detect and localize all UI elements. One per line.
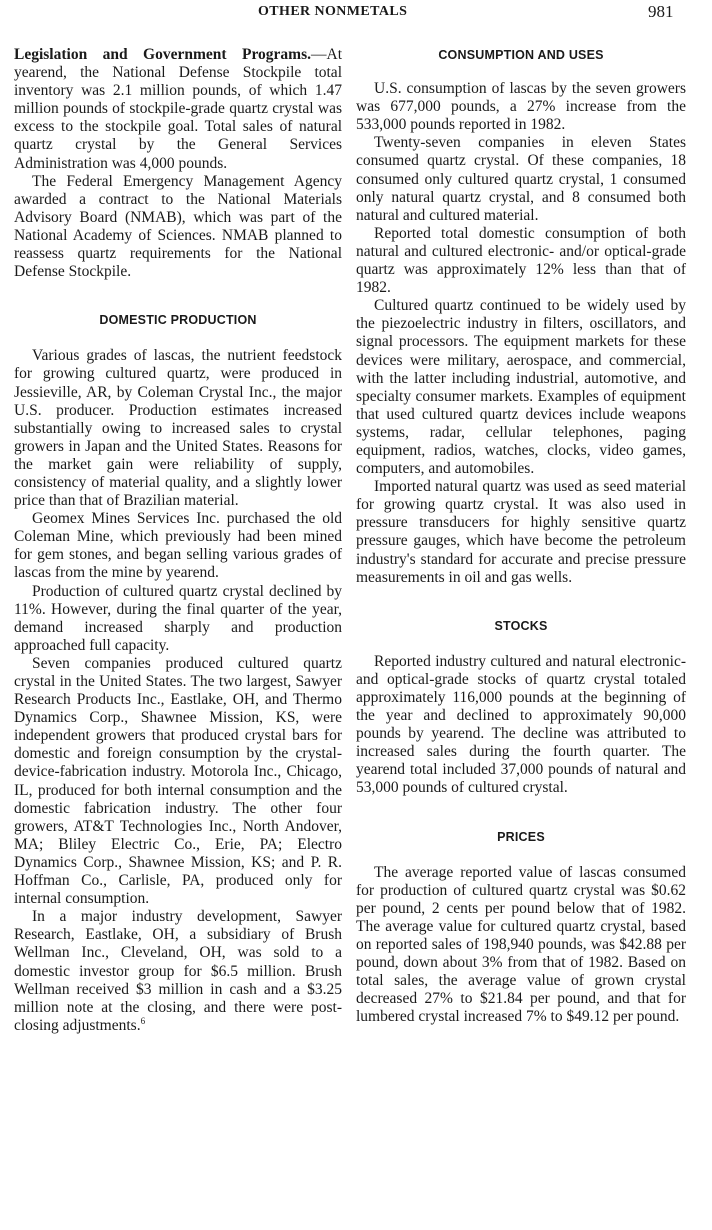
page-number: 981 [648,2,674,21]
legislation-paragraph [14,46,342,173]
page-header [0,4,712,24]
imported-quartz-paragraph: Imported natural quartz was used as seed material for growing quartz crystal. It was also used in pressure transducers for highly sensitive quartz pressure gauges, which have become the petroleum industry's standard for accurate and precise pressure measurements in oil and gas wells. [356,478,686,586]
total-consumption-paragraph: Reported total domestic consumption of both natural and cultured electronic- and/or optical-grade quartz was approximately 12% less than that of 1982. [356,224,686,297]
legislation-lead-in: Legislation and Government Programs. [14,46,311,63]
prices-heading: PRICES [497,829,545,844]
lascas-consumption-paragraph: U.S. consumption of lascas by the seven growers was 677,000 pounds, a 27% increase from the 533,000 pounds reported in 1982. [356,80,686,134]
left-column [14,46,342,1035]
sawyer-sale-paragraph [14,908,342,1035]
consumption-heading: CONSUMPTION AND USES [438,48,604,62]
right-column [356,44,686,1027]
cultured-production-paragraph: Production of cultured quartz crystal declined by 11%. However, during the final quarter of the year, demand increased sharply and production approached full capacity. [14,582,342,654]
running-head: OTHER NONMETALS [258,4,408,19]
geomex-paragraph: Geomex Mines Services Inc. purchased the old Coleman Mine, which previously had been mined for gem stones, and began selling various grades of lascas from the mine by yearend. [14,510,342,582]
prices-paragraph: The average reported value of lascas consumed for production of cultured quartz crystal was $0.62 per pound, 2 cents per pound below that of 1982. The average value for cultured quartz crystal, based on reported sales of 198,940 pounds, was $42.88 per pound, down about 3% from that of 1982. Based on total sales, the average value of grown crystal decreased 27% to $21.84 per pound, and that for lumbered crystal increased 7% to $49.12 per pound. [356,863,686,1026]
sawyer-sale-text: In a major industry development, Sawyer Research, Eastlake, OH, a subsidiary of Brush Wellman Inc., Cleveland, OH, was sold to a domestic investor group for $6.5 million. Brush Wellman received $3 million in cash and a $3.25 million note at the closing, and there were post-closing adjustments. [14,908,342,1034]
stocks-paragraph: Reported industry cultured and natural electronic- and optical-grade stocks of quartz crystal totaled approximately 116,000 pounds at the beginning of the year and declined to approximately 90,000 pounds by yearend. The decline was attributed to increased sales during the fourth quarter. The yearend total included 37,000 pounds of natural and 53,000 pounds of cultured crystal. [356,652,686,797]
domestic-production-heading: DOMESTIC PRODUCTION [99,313,257,328]
footnote-marker: 6 [140,1015,146,1026]
companies-paragraph: Twenty-seven companies in eleven States consumed quartz crystal. Of these companies, 18 consumed only cultured quartz crystal, 1 consumed only natural quartz crystal, and 8 consumed both natural and cultured material. [356,134,686,224]
legislation-text: —At yearend, the National Defense Stockpile total inventory was 2.1 million pounds, of which 1.47 million pounds of stockpile-grade quartz crystal was excess to the stockpile goal. Total sales of natural quartz crystal by the General Services Administration was 4,000 pounds. [14,46,342,172]
fema-paragraph: The Federal Emergency Management Agency awarded a contract to the National Materials Advisory Board (NMAB), which was part of the National Academy of Sciences. NMAB planned to reassess quartz requirements for the National Defense Stockpile. [14,172,342,281]
stocks-heading: STOCKS [494,618,548,633]
producers-paragraph: Seven companies produced cultured quartz crystal in the United States. The two largest, Sawyer Research Products Inc., Eastlake, OH, and Thermo Dynamics Corp., Shawnee Mission, KS, were independent growers that produced crystal bars for domestic and foreign consumption by the crystal-device-fabrication industry. Motorola Inc., Chicago, IL, produced for both internal consumption and the domestic fabrication industry. The other four growers, AT&T Technologies Inc., North Andover, MA; Bliley Electric Co., Erie, PA; Electro Dynamics Corp., Shawnee Mission, KS; and P. R. Hoffman Co., Carlisle, PA, produced only for internal consumption. [14,654,342,908]
uses-paragraph: Cultured quartz continued to be widely used by the piezoelectric industry in filters, oscillators, and signal processors. The equipment markets for these devices were military, aerospace, and commercial, with the latter including industrial, automotive, and specialty consumer markets. Examples of equipment that used cultured quartz devices include weapons systems, radar, cellular telephones, paging equipment, radios, watches, clocks, video games, computers, and automobiles. [356,297,686,478]
lascas-production-paragraph: Various grades of lascas, the nutrient feedstock for growing cultured quartz, were produced in Jessieville, AR, by Coleman Crystal Inc., the major U.S. producer. Production estimates increased substantially owing to increased sales to crystal growers in Japan and the United States. Reasons for the market gain were reliability of supply, consistency of material quality, and a slightly lower price than that of Brazilian material. [14,347,342,510]
